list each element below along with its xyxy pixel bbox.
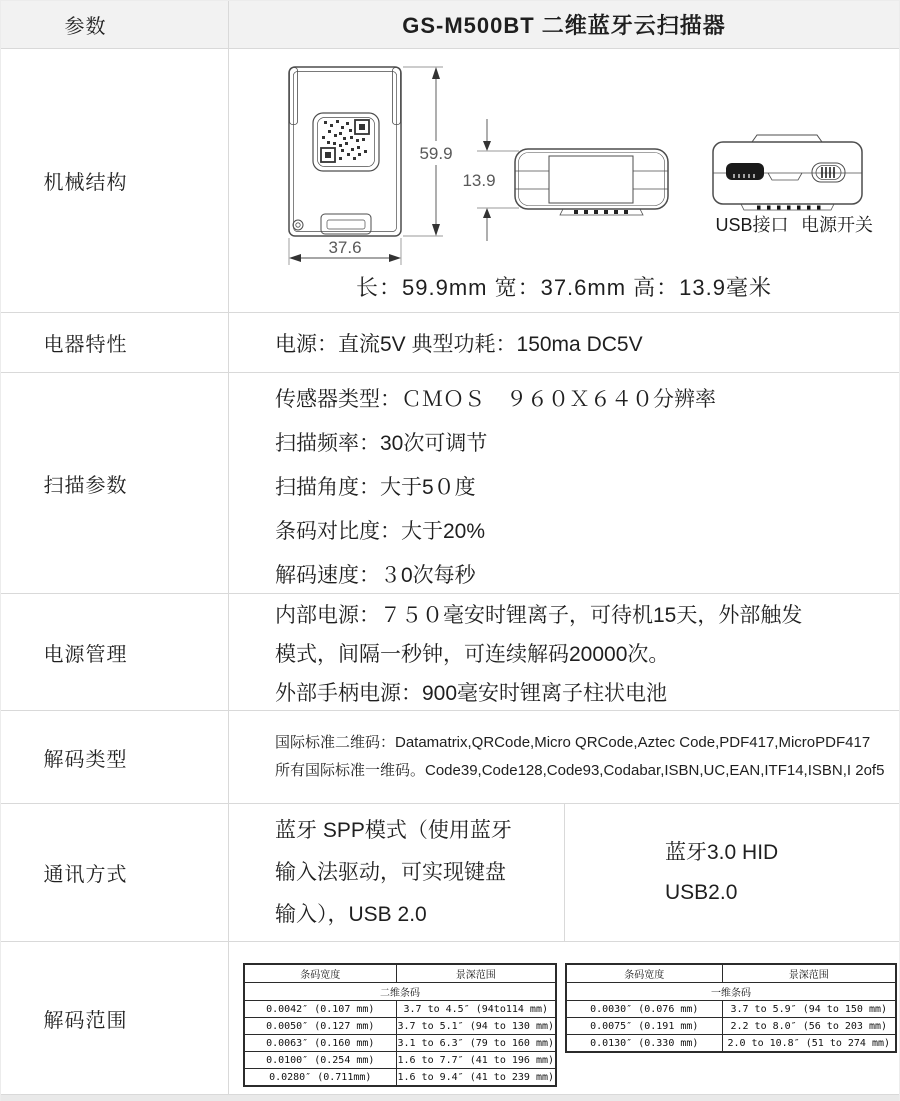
group-label-1d: 一维条码: [566, 983, 896, 1001]
cell-range: 3.7 to 4.5″ (94to114 mm): [396, 1001, 556, 1018]
group-label-2d: 二维条码: [244, 983, 556, 1001]
mechanical-content: [229, 49, 899, 312]
cell-range: 2.2 to 8.0″ (56 to 203 mm): [722, 1018, 896, 1035]
comm-line: 输入法驱动，可实现键盘: [275, 860, 506, 884]
decode-type-label: 解码类型: [1, 711, 229, 803]
scan-line: 条码对比度：大于20%: [275, 520, 486, 543]
table-group-row: [566, 983, 896, 1001]
power-switch-label: 电源开关: [801, 215, 873, 235]
table-row: [566, 1001, 896, 1018]
cell-width: 0.0280″ (0.711mm): [244, 1069, 396, 1087]
table-header-row: [566, 964, 896, 983]
electrical-text: 电源：直流5V 典型功耗：150ma DC5V: [275, 332, 643, 356]
electrical-label: 电器特性: [1, 313, 229, 372]
scan-line: 扫描角度：大于5０度: [275, 476, 476, 499]
table-row: [566, 1035, 896, 1053]
power-lines: [229, 594, 899, 713]
communication-row: [1, 804, 899, 942]
table-row: [244, 1018, 556, 1035]
cell-width: 0.0130″ (0.330 mm): [566, 1035, 722, 1053]
cell-width: 0.0030″ (0.076 mm): [566, 1001, 722, 1018]
cell-range: 3.7 to 5.1″ (94 to 130 mm): [396, 1018, 556, 1035]
scan-line: 解码速度：３0次每秒: [275, 564, 476, 587]
usb-port-label: USB接口: [715, 215, 789, 235]
comm-line: USB2.0: [665, 880, 738, 904]
decode-type-row: [1, 711, 899, 804]
table-row: [566, 1018, 896, 1035]
col-header-depth-of-field: 景深范围: [396, 964, 556, 983]
cell-width: 0.0075″ (0.191 mm): [566, 1018, 722, 1035]
bottom-view-bump: [752, 135, 822, 142]
cell-width: 0.0100″ (0.254 mm): [244, 1052, 396, 1069]
bottom-bar: [1, 1095, 899, 1101]
scan-label: 扫描参数: [1, 373, 229, 593]
cell-range: 2.0 to 10.8″ (51 to 274 mm): [722, 1035, 896, 1053]
dimensions-caption: 长：59.9mm 宽：37.6mm 高：13.9毫米: [356, 275, 772, 300]
front-view-outline: [289, 67, 401, 236]
table-row: [244, 1001, 556, 1018]
comm-line: 输入），USB 2.0: [275, 902, 427, 926]
mechanical-row: [1, 49, 899, 313]
cell-width: 0.0042″ (0.107 mm): [244, 1001, 396, 1018]
cell-range: 3.7 to 5.9″ (94 to 150 mm): [722, 1001, 896, 1018]
header-title-cell: [229, 1, 899, 48]
qr-code-pattern: [321, 120, 369, 162]
decode-range-table-2d: [243, 963, 557, 1087]
power-line: 外部手柄电源：900毫安时锂离子柱状电池: [275, 682, 668, 705]
header-row: [1, 1, 899, 49]
communication-label: 通讯方式: [1, 804, 229, 941]
table-group-row: [244, 983, 556, 1001]
decode-type-line: 国际标准二维码：Datamatrix,QRCode,Micro QRCode,Aztec Code,PDF417,MicroPDF417: [275, 734, 871, 751]
decode-range-table-1d: [565, 963, 897, 1053]
front-screw: [293, 220, 303, 230]
front-bottom-slot: [321, 214, 371, 234]
scan-line: 传感器类型：ＣＭＯＳ ９６０Ｘ６４０分辨率: [275, 388, 716, 411]
col-header-barcode-width: 条码宽度: [566, 964, 722, 983]
comm-line: 蓝牙 SPP模式（使用蓝牙: [275, 818, 512, 842]
dim-label-59-9: 59.9: [419, 144, 453, 163]
communication-spp-cell: [229, 804, 565, 941]
bottom-center-slot: [768, 173, 802, 180]
scan-lines: [229, 373, 899, 598]
side-view-outline: [515, 149, 668, 209]
cell-range: 1.6 to 7.7″ (41 to 196 mm): [396, 1052, 556, 1069]
cell-width: 0.0050″ (0.127 mm): [244, 1018, 396, 1035]
header-param-label: 参数: [1, 1, 229, 48]
dim-label-13-9: 13.9: [462, 171, 496, 190]
table-row: [244, 1052, 556, 1069]
power-line: 模式，间隔一秒钟，可连续解码20000次。: [275, 643, 670, 666]
table-header-row: [244, 964, 556, 983]
cell-range: 3.1 to 6.3″ (79 to 160 mm): [396, 1035, 556, 1052]
dim-label-37-6: 37.6: [328, 238, 362, 257]
cell-width: 0.0063″ (0.160 mm): [244, 1035, 396, 1052]
col-header-barcode-width: 条码宽度: [244, 964, 396, 983]
scan-row: [1, 373, 899, 594]
electrical-row: [1, 313, 899, 373]
power-line: 内部电源：７５０毫安时锂离子，可待机15天，外部触发: [275, 604, 803, 627]
decode-type-line: 所有国际标准一维码。Code39,Code128,Code93,Codabar,ISBN,UC,EAN,ITF14,ISBN,I 2of5: [275, 762, 885, 779]
side-view-window: [549, 156, 633, 203]
table-row: [244, 1035, 556, 1052]
decode-range-label: 解码范围: [1, 942, 229, 1094]
decode-type-lines: [229, 711, 899, 803]
table-row: [244, 1069, 556, 1087]
decode-range-row: [1, 942, 899, 1095]
power-row: [1, 594, 899, 711]
comm-line: 蓝牙3.0 HID: [665, 840, 779, 864]
usb-port: [726, 163, 764, 180]
mechanical-label: 机械结构: [1, 49, 229, 312]
col-header-depth-of-field: 景深范围: [722, 964, 896, 983]
side-view-foot: [560, 209, 643, 215]
communication-hid-cell: [565, 804, 899, 941]
scan-line: 扫描频率：30次可调节: [275, 432, 488, 455]
page-title: GS-M500BT 二维蓝牙云扫描器: [402, 13, 726, 38]
power-label: 电源管理: [1, 594, 229, 710]
cell-range: 1.6 to 9.4″ (41 to 239 mm): [396, 1069, 556, 1087]
